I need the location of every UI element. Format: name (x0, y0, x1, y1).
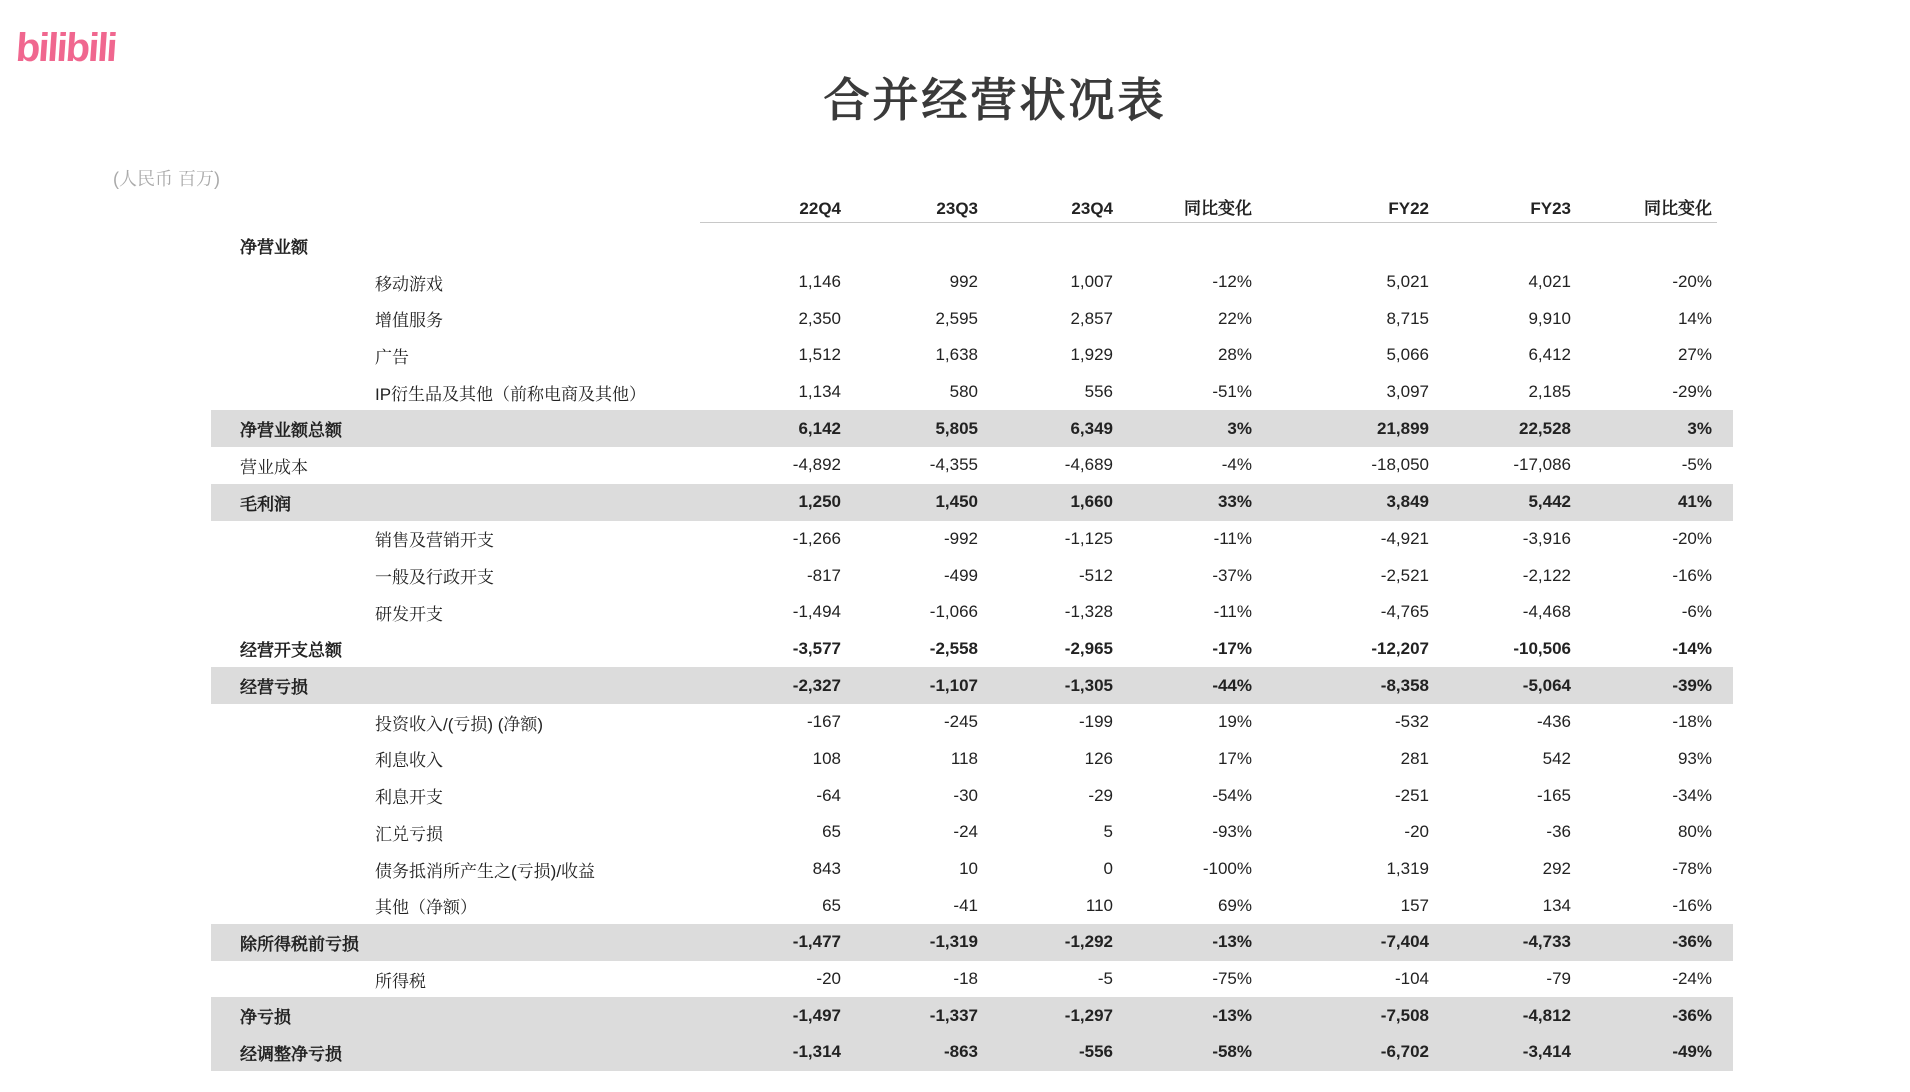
cell-value: 21,899 (1377, 418, 1429, 438)
table-row (211, 300, 1733, 337)
row-label: 汇兑亏损 (375, 824, 443, 844)
cell-value: -1,292 (1064, 932, 1113, 952)
cell-value: -36 (1546, 822, 1571, 842)
cell-value: -2,122 (1522, 565, 1571, 585)
cell-value: 33% (1217, 492, 1252, 512)
cell-value: 2,350 (798, 308, 841, 328)
cell-value: -100% (1202, 859, 1252, 879)
cell-value: -8,358 (1380, 675, 1429, 695)
cell-value: -16% (1672, 565, 1712, 585)
cell-value: 17% (1217, 748, 1252, 768)
row-label: 经营亏损 (240, 678, 308, 698)
cell-value: -863 (943, 1042, 978, 1062)
column-header-23q3: 23Q3 (936, 199, 978, 218)
cell-value: 292 (1542, 859, 1571, 879)
cell-value: -20% (1672, 272, 1712, 292)
cell-value: 556 (1084, 382, 1113, 402)
table-row (211, 484, 1733, 521)
column-header-22q4: 22Q4 (799, 199, 841, 218)
cell-value: 5,066 (1386, 345, 1429, 365)
cell-value: -5 (1097, 969, 1113, 989)
cell-value: 93% (1677, 748, 1712, 768)
table-row (211, 997, 1733, 1034)
cell-value: 6,142 (798, 418, 841, 438)
cell-value: -167 (806, 712, 841, 732)
cell-value: 1,450 (935, 492, 978, 512)
cell-value: -13% (1212, 932, 1252, 952)
cell-value: -39% (1672, 675, 1712, 695)
cell-value: 69% (1217, 895, 1252, 915)
cell-value: -30 (953, 785, 978, 805)
cell-value: -11% (1213, 602, 1252, 622)
cell-value: -6,702 (1380, 1042, 1429, 1062)
cell-value: 108 (812, 748, 841, 768)
cell-value: -20% (1672, 528, 1712, 548)
cell-value: -1,314 (792, 1042, 841, 1062)
cell-value: -6% (1681, 602, 1712, 622)
cell-value: -37% (1212, 565, 1252, 585)
cell-value: -532 (1394, 712, 1429, 732)
cell-value: -4,765 (1380, 602, 1429, 622)
cell-value: -4,689 (1064, 455, 1113, 475)
cell-value: 41% (1677, 492, 1712, 512)
cell-value: -11% (1213, 528, 1252, 548)
cell-value: -4% (1221, 455, 1252, 475)
cell-value: -24% (1672, 969, 1712, 989)
cell-value: 22% (1217, 308, 1252, 328)
row-label: 利息开支 (375, 788, 443, 808)
cell-value: -1,337 (929, 1005, 978, 1025)
table-row (211, 264, 1733, 301)
cell-value: -5% (1681, 455, 1712, 475)
cell-value: 80% (1677, 822, 1712, 842)
cell-value: -29 (1088, 785, 1113, 805)
cell-value: 542 (1542, 748, 1571, 768)
cell-value: 1,660 (1070, 492, 1113, 512)
cell-value: -7,508 (1380, 1005, 1429, 1025)
cell-value: -13% (1212, 1005, 1252, 1025)
row-label: 除所得税前亏损 (240, 934, 359, 954)
row-label: 经营开支总额 (240, 641, 342, 661)
cell-value: 1,250 (798, 492, 841, 512)
cell-value: 2,185 (1528, 382, 1571, 402)
cell-value: -36% (1672, 932, 1712, 952)
cell-value: -1,107 (929, 675, 978, 695)
currency-note: (人民币 百万) (113, 169, 220, 189)
cell-value: -12,207 (1371, 638, 1429, 658)
cell-value: 1,134 (798, 382, 841, 402)
column-header-fy23: FY23 (1530, 199, 1571, 218)
table-row (211, 851, 1733, 888)
cell-value: 22,528 (1519, 418, 1571, 438)
row-label: IP衍生品及其他（前称电商及其他） (375, 384, 647, 404)
cell-value: -3,414 (1522, 1042, 1571, 1062)
cell-value: -4,355 (929, 455, 978, 475)
cell-value: -3,916 (1522, 528, 1571, 548)
column-header-yoy-quarter: 同比变化 (1184, 199, 1252, 218)
column-header-yoy-year: 同比变化 (1644, 199, 1712, 218)
cell-value: -17% (1212, 638, 1252, 658)
cell-value: -2,521 (1380, 565, 1429, 585)
cell-value: -51% (1212, 382, 1252, 402)
row-label: 其他（净额） (375, 898, 477, 918)
row-label: 投资收入/(亏损) (净额) (375, 714, 544, 734)
cell-value: 65 (822, 895, 841, 915)
cell-value: 3% (1227, 418, 1252, 438)
cell-value: -1,319 (929, 932, 978, 952)
row-label: 债务抵消所产生之(亏损)/收益 (375, 861, 596, 881)
cell-value: -10,506 (1513, 638, 1571, 658)
table-row (211, 447, 1733, 484)
cell-value: -2,558 (929, 638, 978, 658)
table-row (211, 374, 1733, 411)
cell-value: -1,494 (792, 602, 841, 622)
cell-value: 2,857 (1070, 308, 1113, 328)
cell-value: -1,066 (929, 602, 978, 622)
cell-value: -104 (1394, 969, 1429, 989)
cell-value: 5,021 (1386, 272, 1429, 292)
cell-value: 110 (1085, 895, 1113, 915)
cell-value: -41 (953, 895, 978, 915)
cell-value: -16% (1672, 895, 1712, 915)
row-label: 利息收入 (375, 751, 443, 771)
cell-value: -14% (1672, 638, 1712, 658)
row-label: 增值服务 (375, 311, 443, 331)
cell-value: -7,404 (1380, 932, 1429, 952)
table-row (211, 777, 1733, 814)
column-header-fy22: FY22 (1388, 199, 1429, 218)
row-label: 研发开支 (375, 604, 443, 624)
cell-value: -18 (953, 969, 978, 989)
table-row (211, 1034, 1733, 1071)
header-divider (700, 222, 1717, 223)
row-label: 一般及行政开支 (375, 568, 494, 588)
cell-value: -499 (943, 565, 978, 585)
cell-value: 14% (1677, 308, 1712, 328)
cell-value: 1,512 (798, 345, 841, 365)
cell-value: 1,007 (1070, 272, 1113, 292)
cell-value: 580 (949, 382, 978, 402)
cell-value: 4,021 (1528, 272, 1571, 292)
cell-value: 3,097 (1386, 382, 1429, 402)
financial-table (211, 193, 1733, 1071)
cell-value: -78% (1672, 859, 1712, 879)
cell-value: -4,892 (792, 455, 841, 475)
column-header-23q4: 23Q4 (1071, 199, 1113, 218)
cell-value: -1,125 (1064, 528, 1113, 548)
cell-value: -199 (1078, 712, 1113, 732)
table-row (211, 557, 1733, 594)
cell-value: 1,929 (1070, 345, 1113, 365)
cell-value: 6,349 (1070, 418, 1113, 438)
cell-value: -64 (816, 785, 841, 805)
table-row (211, 741, 1733, 778)
table-row (211, 667, 1733, 704)
cell-value: 2,595 (935, 308, 978, 328)
cell-value: -817 (806, 565, 841, 585)
cell-value: -18% (1672, 712, 1712, 732)
cell-value: -1,297 (1064, 1005, 1113, 1025)
bilibili-logo: bilibili (14, 26, 118, 70)
cell-value: 134 (1542, 895, 1571, 915)
row-label: 经调整净亏损 (240, 1044, 342, 1064)
table-row (211, 410, 1733, 447)
cell-value: -251 (1394, 785, 1429, 805)
cell-value: 9,910 (1528, 308, 1571, 328)
cell-value: -2,965 (1064, 638, 1113, 658)
cell-value: -436 (1536, 712, 1571, 732)
cell-value: -165 (1536, 785, 1571, 805)
table-row (211, 631, 1733, 668)
cell-value: 992 (949, 272, 978, 292)
table-row (211, 814, 1733, 851)
cell-value: 27% (1677, 345, 1712, 365)
cell-value: -75% (1212, 969, 1252, 989)
table-row (211, 961, 1733, 998)
cell-value: -5,064 (1522, 675, 1571, 695)
cell-value: -512 (1078, 565, 1113, 585)
cell-value: -1,305 (1064, 675, 1113, 695)
cell-value: -12% (1212, 272, 1252, 292)
cell-value: -36% (1672, 1005, 1712, 1025)
cell-value: -79 (1546, 969, 1571, 989)
page-title: 合并经营状况表 (823, 74, 1167, 126)
cell-value: 28% (1217, 345, 1252, 365)
cell-value: -20 (816, 969, 841, 989)
cell-value: -1,497 (792, 1005, 841, 1025)
row-label: 广告 (375, 347, 409, 367)
cell-value: -18,050 (1371, 455, 1429, 475)
cell-value: -49% (1672, 1042, 1712, 1062)
row-label: 净营业额总额 (240, 421, 342, 441)
cell-value: -20 (1404, 822, 1429, 842)
cell-value: -2,327 (792, 675, 841, 695)
cell-value: 5,442 (1528, 492, 1571, 512)
cell-value: 10 (959, 859, 978, 879)
cell-value: -54% (1212, 785, 1252, 805)
row-label: 移动游戏 (375, 274, 443, 294)
cell-value: -245 (943, 712, 978, 732)
row-label: 营业成本 (240, 457, 308, 477)
cell-value: -3,577 (792, 638, 841, 658)
cell-value: 5,805 (935, 418, 978, 438)
table-row (211, 521, 1733, 558)
table-row (211, 704, 1733, 741)
table-row (211, 594, 1733, 631)
cell-value: 65 (822, 822, 841, 842)
cell-value: -34% (1672, 785, 1712, 805)
table-row (211, 227, 1733, 264)
cell-value: -556 (1078, 1042, 1113, 1062)
cell-value: -44% (1212, 675, 1252, 695)
row-label: 销售及营销开支 (375, 531, 494, 551)
cell-value: 19% (1217, 712, 1252, 732)
table-row (211, 924, 1733, 961)
cell-value: 843 (812, 859, 841, 879)
cell-value: -58% (1212, 1042, 1252, 1062)
row-label: 所得税 (375, 971, 426, 991)
cell-value: -29% (1672, 382, 1712, 402)
row-label: 毛利润 (240, 494, 291, 514)
cell-value: 6,412 (1528, 345, 1571, 365)
cell-value: 118 (950, 748, 978, 768)
cell-value: -992 (943, 528, 978, 548)
cell-value: -4,468 (1522, 602, 1571, 622)
cell-value: 8,715 (1386, 308, 1429, 328)
cell-value: -1,328 (1064, 602, 1113, 622)
cell-value: 3% (1687, 418, 1712, 438)
cell-value: -4,733 (1522, 932, 1571, 952)
cell-value: -93% (1212, 822, 1252, 842)
cell-value: -1,477 (792, 932, 841, 952)
cell-value: 0 (1103, 859, 1113, 879)
cell-value: -24 (953, 822, 978, 842)
cell-value: 281 (1400, 748, 1429, 768)
table-row (211, 887, 1733, 924)
cell-value: 5 (1103, 822, 1113, 842)
table-header (211, 193, 1733, 219)
cell-value: -4,812 (1522, 1005, 1571, 1025)
cell-value: -1,266 (792, 528, 841, 548)
cell-value: 1,146 (798, 272, 841, 292)
table-row (211, 337, 1733, 374)
row-label: 净营业额 (240, 237, 308, 257)
cell-value: 126 (1084, 748, 1113, 768)
cell-value: 157 (1400, 895, 1429, 915)
cell-value: 1,638 (935, 345, 978, 365)
cell-value: -4,921 (1380, 528, 1429, 548)
cell-value: 1,319 (1386, 859, 1429, 879)
cell-value: 3,849 (1386, 492, 1429, 512)
row-label: 净亏损 (240, 1008, 291, 1028)
cell-value: -17,086 (1513, 455, 1571, 475)
table-rows (211, 227, 1733, 1071)
